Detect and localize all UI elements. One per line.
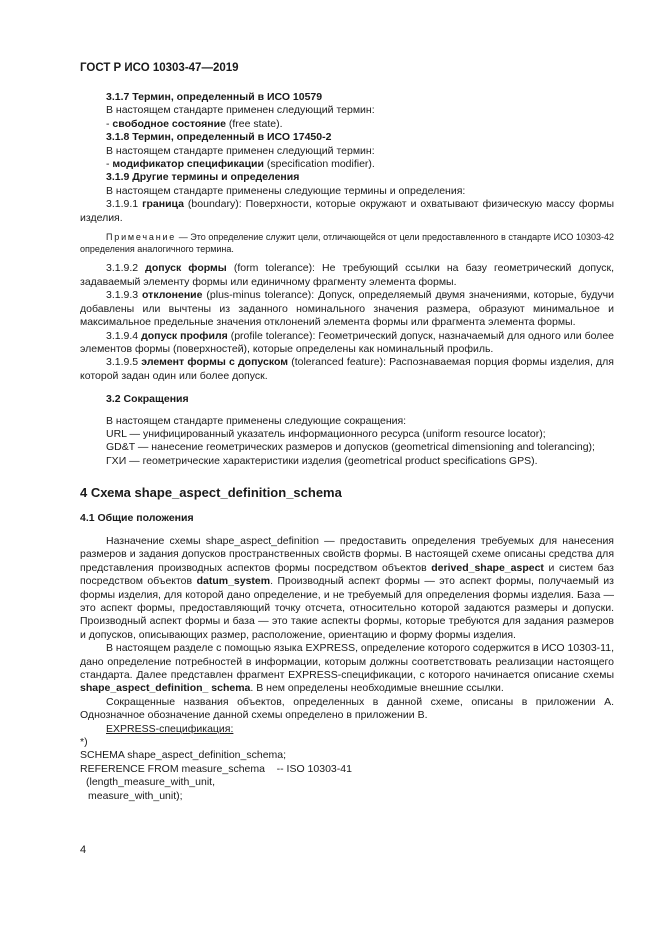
page-header: ГОСТ Р ИСО 10303-47—2019 xyxy=(80,62,239,74)
paragraph: В настоящем стандарте применены следующие сокращения: xyxy=(106,414,407,427)
term: свободное состояние xyxy=(112,117,226,130)
paragraph: Сокращенные названия объектов, определенных в данной схеме, описаны в приложении А. Однозначное обозначение данной схемы определено в приложении В. xyxy=(80,695,614,722)
paragraph: В настоящем стандарте применен следующий термин: xyxy=(106,104,375,117)
section-heading-3-1-7: 3.1.7 Термин, определенный в ИСО 10579 xyxy=(106,91,323,103)
term-line: - модификатор спецификации (specification modifier). xyxy=(106,158,375,171)
definition-3-1-9-4: 3.1.9.4 допуск профиля (profile tolerance): Геометрический допуск, назначаемый для одного или более элементов формы (поверхностей), которые определены как номинальный профиль. xyxy=(80,329,614,355)
section-heading-3-2: 3.2 Сокращения xyxy=(106,393,189,406)
code-line: SCHEMA shape_aspect_definition_schema; xyxy=(80,749,287,762)
term-line: - свободное состояние (free state). xyxy=(106,117,283,130)
section-heading-3-1-8: 3.1.8 Термин, определенный в ИСО 17450-2 xyxy=(106,131,332,144)
section-heading-3-1-9: 3.1.9 Другие термины и определения xyxy=(106,171,300,184)
section-heading-4-1: 4.1 Общие положения xyxy=(80,511,194,524)
document-body xyxy=(80,91,614,803)
paragraph: В настоящем стандарте применен следующий термин: xyxy=(106,144,375,157)
term: модификатор спецификации xyxy=(112,158,264,171)
definition-3-1-9-5: 3.1.9.5 элемент формы с допуском (toleranced feature): Распознаваемая порция формы изделия, для которой задан один или более допуск. xyxy=(80,356,614,382)
definition-3-1-9-3: 3.1.9.3 отклонение (plus-minus tolerance): Допуск, определяемый двумя значениями, которые, будучи добавлены или вычтены из заданного номинального значения размера, образуют минимальное и максимальное предельные значения отклонений элемента формы или фрагмента элемента формы. xyxy=(80,289,614,329)
paragraph: Назначение схемы shape_aspect_definition — предоставить определения требуемых для нанесения размеров и задания допусков пространственных свойств формы. В настоящей схеме описаны средства для представления производных аспектов формы посредством объектов derived_shape_aspect и систем баз посредством объектов datum_system. Производный аспект формы — это аспект формы, получаемый из формы изделия, для которой дано определение, и не требуемый для определения формы изделия. База — это аспект формы, предоставляющий точку отсчета, относительно которой задаются размеры и допуски. Производный аспект формы и база — это такие аспекты формы, которые требуются для задания размеров и допусков, описывающих размер, расположение, ориентацию и форму формы изделия. xyxy=(80,534,614,641)
note-label: Примечание xyxy=(106,232,177,243)
code-line: REFERENCE FROM measure_schema -- ISO 10303-41 xyxy=(80,762,352,775)
code-line: (length_measure_with_unit, xyxy=(86,776,215,789)
definition-3-1-9-1: 3.1.9.1 граница (boundary): Поверхности, которые окружают и охватывают физическую массу формы изделия. xyxy=(80,198,614,224)
abbreviation-item: GD&T — нанесение геометрических размеров и допусков (geometrical dimensioning and tolerancing); xyxy=(106,441,595,454)
code-line: *) xyxy=(80,736,88,749)
page-number: 4 xyxy=(80,844,87,856)
definition-3-1-9-2: 3.1.9.2 допуск формы (form tolerance): Не требующий ссылки на базу геометрический допуск, задаваемый элементу формы или единичному фрагменту элемента формы. xyxy=(80,262,615,288)
express-spec-label: EXPRESS-спецификация: xyxy=(106,722,234,735)
abbreviation-item: ГХИ — геометрические характеристики изделия (geometrical product specifications GPS). xyxy=(106,454,538,467)
paragraph: В настоящем разделе с помощью языка EXPRESS, определение которого содержится в ИСО 10303-11, дано определение потребностей в информации, которым должны соответствовать реализации настоящего стандарта. Далее представлен фрагмент EXPRESS-спецификации, с которого начинается описание схемы shape_aspect_definition_ schema. В нем определены необходимые внешние ссылки. xyxy=(80,642,614,695)
paragraph: В настоящем стандарте применены следующие термины и определения: xyxy=(106,184,466,197)
abbreviation-item: URL — унифицированный указатель информационного ресурса (uniform resource locator); xyxy=(106,427,546,440)
code-line: measure_with_unit); xyxy=(88,789,183,802)
note: Примечание — Это определение служит цели, отличающейся от цели предоставленного в стандарте ИСО 10303-42 определения аналогичного термина. xyxy=(80,232,614,255)
section-heading-4: 4 Схема shape_aspect_definition_schema xyxy=(80,485,342,501)
